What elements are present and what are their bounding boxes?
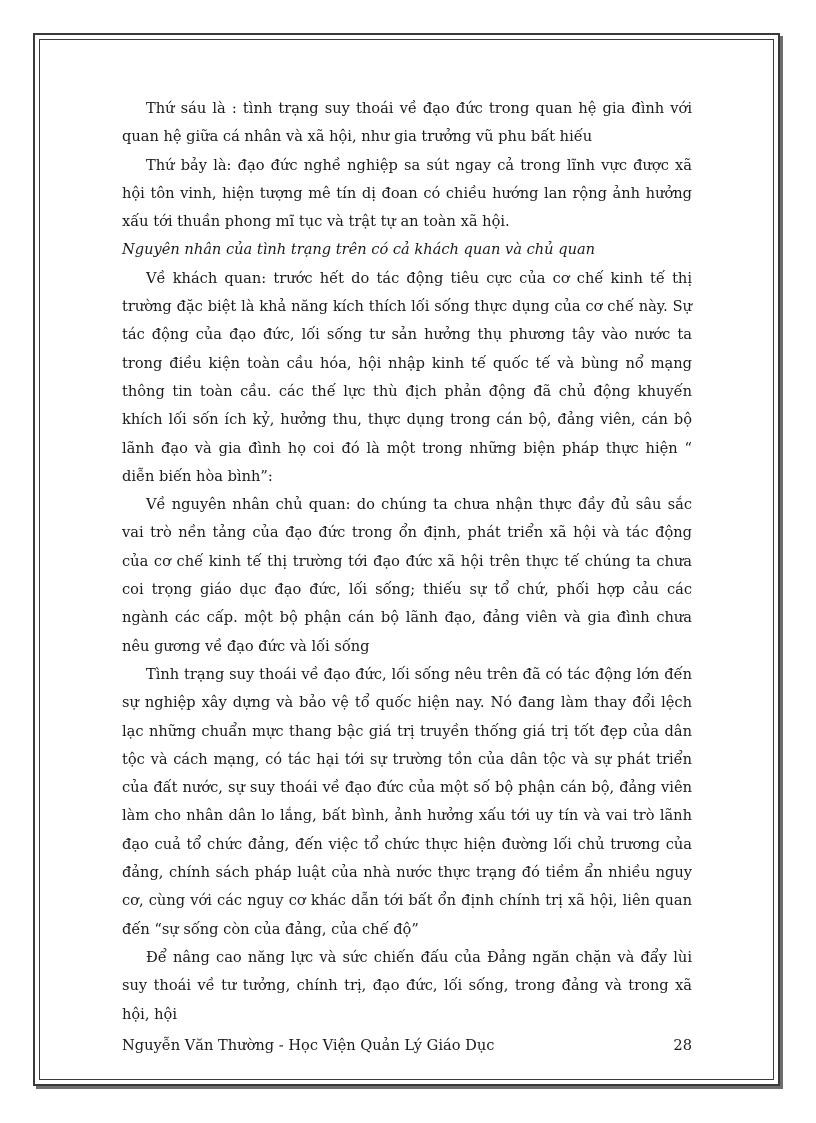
paragraph-thu-sau: Thứ sáu là : tình trạng suy thoái về đạo đức trong quan hệ gia đình với quan hệ giữa cá nhân và xã hội, như gia trưởng vũ phu bất hiếu	[122, 100, 692, 146]
paragraph-chu-quan: Về nguyên nhân chủ quan: do chúng ta chưa nhận thực đầy đủ sâu sắc vai trò nền tảng của đạo đức trong ổn định, phát triển xã hội và tác động của cơ chế kinh tế thị trường tới đạo đức xã hội trên thực tế chúng ta chưa coi trọng giáo dục đạo đức, lối sống; thiếu sự tổ chứ, phối hợp cảu các ngành các cấp. một bộ phận cán bộ lãnh đạo, đảng viên và gia đình chưa nêu gương về đạo đức và lối sống	[122, 496, 692, 655]
page-number: 28	[673, 1037, 692, 1054]
section-heading-nguyen-nhan: Nguyên nhân của tình trạng trên có cả khách quan và chủ quan	[122, 241, 596, 259]
paragraph-khach-quan: Về khách quan: trước hết do tác động tiêu cực của cơ chế kinh tế thị trường đặc biệt là khả năng kích thích lối sống thực dụng của cơ chế này. Sự tác động của đạo đức, lối sống tư sản hưởng thụ phương tây vào nước ta trong điều kiện toàn cầu hóa, hội nhập kinh tế quốc tế và bùng nổ mạng thông tin toàn cầu. các thế lực thù địch phản động đã chủ động khuyến khích lối sốn ích kỷ, hưởng thu, thực dụng trong cán bộ, đảng viên, cán bộ lãnh đạo và gia đình họ coi đó là một trong những biện pháp thực hiện “ diễn biến hòa bình”:	[122, 269, 692, 485]
paragraph-nang-cao: Để nâng cao năng lực và sức chiến đấu của Đảng ngăn chặn và đẩy lùi suy thoái về tư tưởng, chính trị, đạo đức, lối sống, trong đảng và trong xã hội, hội	[122, 948, 692, 1023]
page-footer	[122, 1037, 692, 1054]
paragraph-thu-bay: Thứ bảy là: đạo đức nghề nghiệp sa sút ngay cả trong lĩnh vực được xã hội tôn vinh, hiện tượng mê tín dị đoan có chiều hướng lan rộng ảnh hưởng xấu tới thuần phong mĩ tục và trật tự an toàn xã hội.	[122, 156, 692, 231]
footer-author: Nguyễn Văn Thường - Học Viện Quản Lý Giáo Dục	[122, 1037, 495, 1054]
paragraph-tinh-trang: Tình trạng suy thoái về đạo đức, lối sống nêu trên đã có tác động lớn đến sự nghiệp xây dựng và bảo vệ tổ quốc hiện nay. Nó đang làm thay đổi lệch lạc những chuẩn mực thang bậc giá trị truyền thống giá trị tốt đẹp của dân tộc và cách mạng, có tác hại tới sự trường tồn của dân tộc và sự phát triển của đất nước, sự suy thoái về đạo đức của một số bộ phận cán bộ, đảng viên làm cho nhân dân lo lắng, bất bình, ảnh hưởng xấu tới uy tín và vai trò lãnh đạo cuả tổ chức đảng, đến việc tổ chức thực hiện đường lối chủ trương của đảng, chính sách pháp luật của nhà nước thực trạng đó tiềm ẩn nhiều nguy cơ, cùng với các nguy cơ khác dẫn tới bất ổn định chính trị xã hội, liên quan đến “sự sống còn của đảng, của chế độ”	[122, 665, 692, 938]
page-body	[122, 95, 692, 1029]
